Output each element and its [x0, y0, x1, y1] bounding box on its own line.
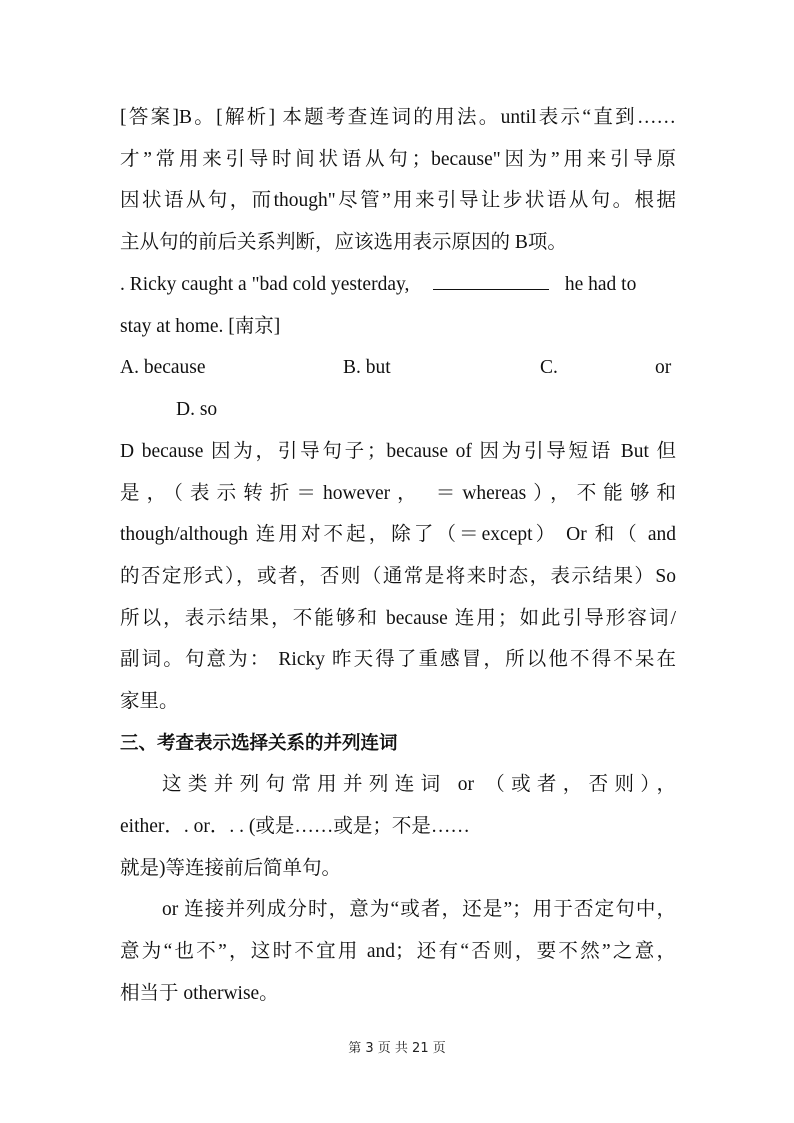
section-heading: 三、考查表示选择关系的并列连词	[120, 733, 398, 754]
section-line-6: 相当于 otherwise。	[120, 983, 279, 1004]
question-line-2: stay at home. [南京]	[120, 316, 281, 337]
explanation-line-1: D because 因为，引导句子；because of 因为引导短语 But 但	[120, 441, 676, 462]
section-line-2: either．. or．. . (或是……或是；不是……	[120, 816, 470, 837]
question-line-1	[120, 273, 676, 297]
explanation-line-2: 是，（表示转折＝however， ＝whereas），不能够和	[120, 483, 676, 504]
answer-line-1: [答案]B。[解析] 本题考查连词的用法。until表示“直到……	[120, 107, 676, 128]
option-b: B. but	[343, 357, 391, 378]
question-text-end: he had to	[564, 274, 637, 295]
answer-blank	[433, 273, 549, 290]
page-number-footer: 第 3 页 共 21 页	[348, 1041, 446, 1056]
explanation-line-6: 副词。句意为： Ricky 昨天得了重感冒，所以他不得不呆在	[120, 649, 676, 670]
option-c-label: C.	[540, 357, 558, 378]
section-line-4: or 连接并列成分时，意为“或者，还是”；用于否定句中，	[162, 899, 676, 920]
section-line-3: 就是)等连接前后简单句。	[120, 858, 341, 879]
option-d: D. so	[176, 399, 218, 420]
answer-line-2: 才”常用来引导时间状语从句；because"因为”用来引导原	[120, 149, 676, 170]
option-a: A. because	[120, 357, 206, 378]
section-line-1: 这类并列句常用并列连词 or （或者，否则），	[162, 774, 676, 795]
answer-line-3: 因状语从句，而though"尽管”用来引导让步状语从句。根据	[120, 190, 676, 211]
explanation-line-3: though/although 连用对不起，除了（＝except） Or 和（ and	[120, 524, 676, 545]
question-text-start: . Ricky caught a "bad cold yesterday,	[120, 274, 410, 295]
section-line-5: 意为“也不”，这时不宜用 and；还有“否则，要不然”之意，	[120, 941, 676, 962]
explanation-line-5: 所以，表示结果，不能够和 because 连用；如此引导形容词/	[120, 608, 676, 629]
answer-line-4: 主从句的前后关系判断，应该选用表示原因的 B项。	[120, 232, 567, 253]
explanation-line-4: 的否定形式），或者，否则（通常是将来时态，表示结果）So	[120, 566, 676, 587]
explanation-line-7: 家里。	[120, 691, 179, 712]
option-c-text: or	[655, 357, 672, 378]
